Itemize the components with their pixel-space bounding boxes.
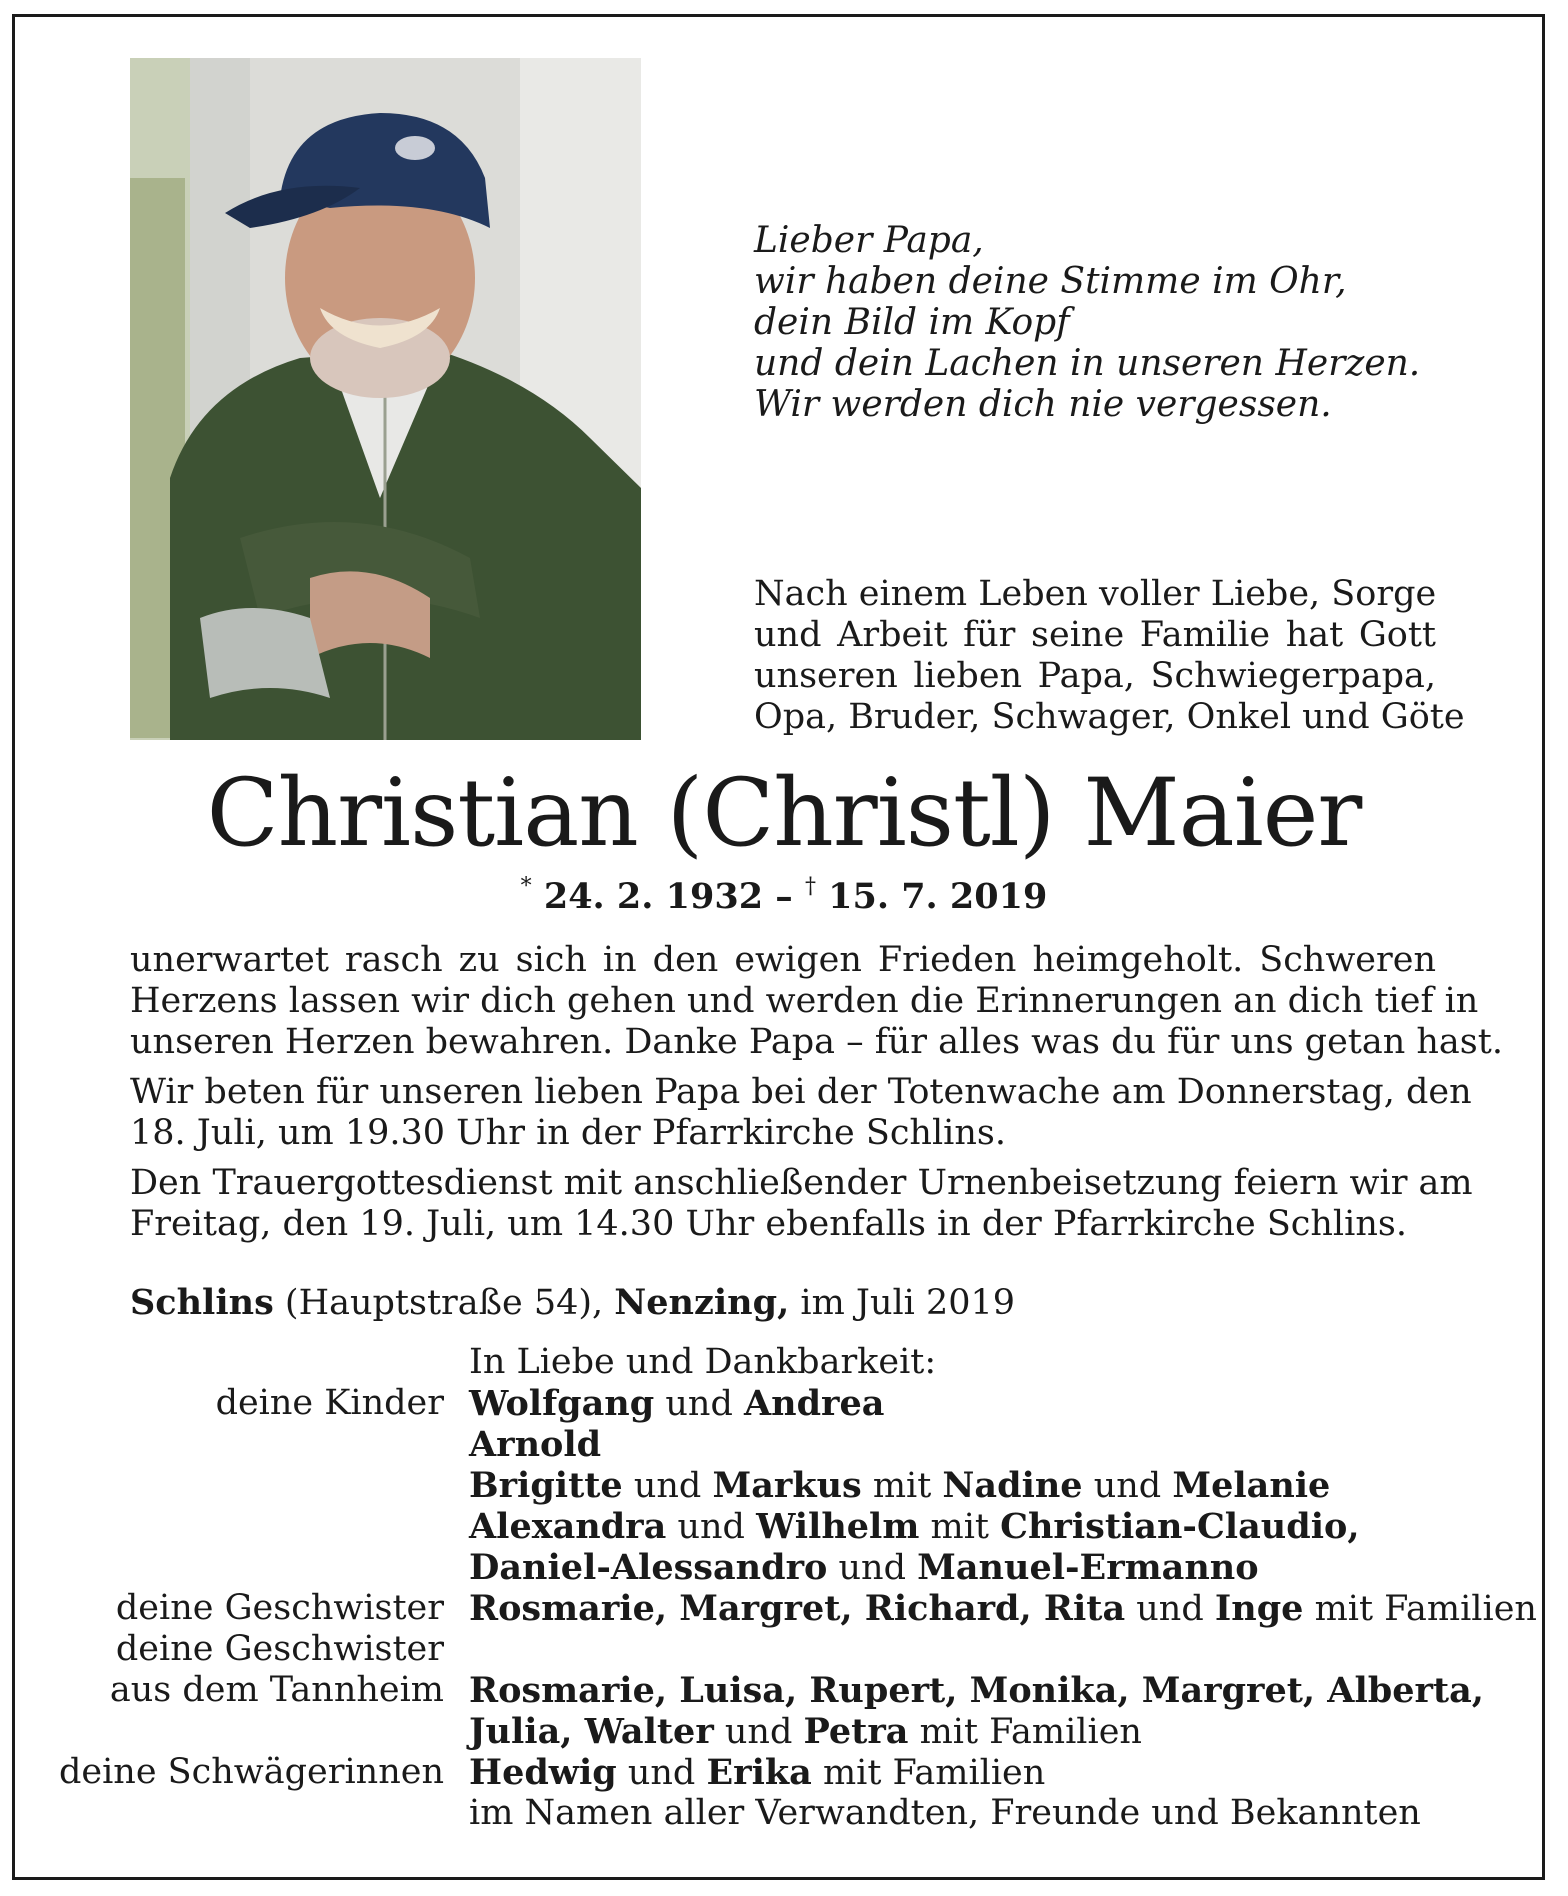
name-bold: Melanie <box>1172 1465 1331 1506</box>
intro-line: und Arbeit für seine Familie hat Gott <box>754 615 1436 655</box>
birth-date: 24. 2. 1932 <box>543 876 764 917</box>
body-line: Den Trauergottesdienst mit anschließender Urnenbeisetzung feiern wir am <box>130 1163 1473 1203</box>
name-connector: und <box>616 1753 707 1793</box>
paragraph <box>130 1072 1472 1154</box>
signature-block <box>0 1342 1568 1834</box>
names-line <box>469 1506 1360 1548</box>
name-bold: Brigitte <box>469 1465 623 1506</box>
body-line: unerwartet rasch zu sich in den ewigen Frieden heimgeholt. Schweren <box>130 940 1436 980</box>
name-connector: mit Familien <box>811 1753 1046 1793</box>
name-connector: und <box>713 1712 804 1752</box>
name-connector: und <box>654 1384 744 1424</box>
signature-heading: In Liebe und Dankbarkeit: <box>469 1342 937 1382</box>
label-geschwister-tannheim: deine Geschwister <box>115 1629 444 1669</box>
name-connector: mit <box>919 1507 1001 1547</box>
name-connector: mit Familien <box>908 1712 1142 1752</box>
name-connector: und <box>1082 1466 1173 1506</box>
address: (Hauptstraße 54), <box>284 1283 604 1323</box>
poem-line: und dein Lachen in unseren Herzen. <box>754 343 1421 384</box>
death-date: 15. 7. 2019 <box>828 876 1048 917</box>
name-bold: Wilhelm <box>756 1506 920 1547</box>
name-connector: mit Familien <box>1303 1589 1537 1629</box>
name-bold: Christian-Claudio, <box>1000 1506 1360 1547</box>
portrait-photo <box>130 58 641 740</box>
label-geschwister: deine Geschwister <box>115 1588 444 1628</box>
name-connector: mit <box>861 1466 943 1506</box>
intro-text <box>754 574 1465 738</box>
name-bold: Manuel-Ermanno <box>917 1547 1259 1588</box>
name-bold: Nadine <box>942 1465 1083 1506</box>
name-bold: Rosmarie, Luisa, Rupert, Monika, Margret, Alberta, <box>469 1670 1484 1711</box>
label-schwaegerinnen: deine Schwägerinnen <box>58 1752 444 1792</box>
name-bold: Alexandra <box>469 1506 667 1547</box>
names-line <box>469 1424 601 1466</box>
body-line: Herzens lassen wir dich gehen und werden die Erinnerungen an dich tief in <box>130 981 1479 1021</box>
name-bold: Julia, Walter <box>469 1711 714 1752</box>
death-symbol: † <box>804 874 816 899</box>
poem-line: dein Bild im Kopf <box>754 302 1070 343</box>
names-line <box>469 1588 1537 1630</box>
intro-line: unseren lieben Papa, Schwiegerpapa, <box>754 656 1436 696</box>
names-line <box>469 1670 1484 1712</box>
names-line <box>469 1383 884 1425</box>
poem-line: wir haben deine Stimme im Ohr, <box>754 261 1347 302</box>
body-line: 18. Juli, um 19.30 Uhr in der Pfarrkirche Schlins. <box>130 1113 1006 1153</box>
birth-symbol: * <box>520 874 532 899</box>
paragraph <box>130 1163 1473 1245</box>
month-year: im Juli 2019 <box>800 1283 1016 1323</box>
name-bold: Markus <box>712 1465 862 1506</box>
town-nenzing: Nenzing, <box>614 1282 790 1323</box>
place-date-line <box>130 1282 1015 1323</box>
poem-line: Lieber Papa, <box>754 220 984 261</box>
poem <box>754 220 1420 425</box>
body-line: Wir beten für unseren lieben Papa bei der Totenwache am Donnerstag, den <box>130 1072 1472 1112</box>
names-line <box>469 1752 1045 1794</box>
names-line <box>469 1711 1142 1753</box>
intro-line: Opa, Bruder, Schwager, Onkel und Göte <box>754 697 1465 737</box>
names-line <box>469 1465 1330 1507</box>
name-bold: Erika <box>706 1752 812 1793</box>
label-kinder: deine Kinder <box>215 1383 444 1423</box>
names-line <box>469 1547 1259 1589</box>
town-schlins: Schlins <box>130 1282 274 1323</box>
name-bold: Arnold <box>469 1424 602 1465</box>
name-bold: Hedwig <box>469 1752 617 1793</box>
life-dates <box>0 876 1568 917</box>
poem-line: Wir werden dich nie vergessen. <box>754 384 1332 425</box>
name-connector: und <box>827 1548 918 1588</box>
name-bold: Wolfgang <box>469 1383 655 1424</box>
name-connector: und <box>622 1466 713 1506</box>
name-bold: Daniel-Alessandro <box>469 1547 828 1588</box>
paragraph <box>130 940 1503 1063</box>
date-separator: – <box>775 876 793 917</box>
name-bold: Andrea <box>743 1383 885 1424</box>
name-bold: Rosmarie, Margret, Richard, Rita <box>469 1588 1126 1629</box>
body-line: Freitag, den 19. Juli, um 14.30 Uhr ebenfalls in der Pfarrkirche Schlins. <box>130 1204 1407 1244</box>
deceased-name: Christian (Christl) Maier <box>206 759 1362 868</box>
name-connector: und <box>1125 1589 1215 1629</box>
label-tannheim: aus dem Tannheim <box>109 1670 444 1710</box>
name-bold: Petra <box>803 1711 909 1752</box>
name-bold: Inge <box>1214 1588 1304 1629</box>
body-line: unseren Herzen bewahren. Danke Papa – für alles was du für uns getan hast. <box>130 1022 1503 1062</box>
body-text <box>130 940 1503 1254</box>
intro-line: Nach einem Leben voller Liebe, Sorge <box>754 574 1437 614</box>
name-connector: und <box>666 1507 757 1547</box>
closing-line: im Namen aller Verwandten, Freunde und Bekannten <box>469 1793 1421 1833</box>
